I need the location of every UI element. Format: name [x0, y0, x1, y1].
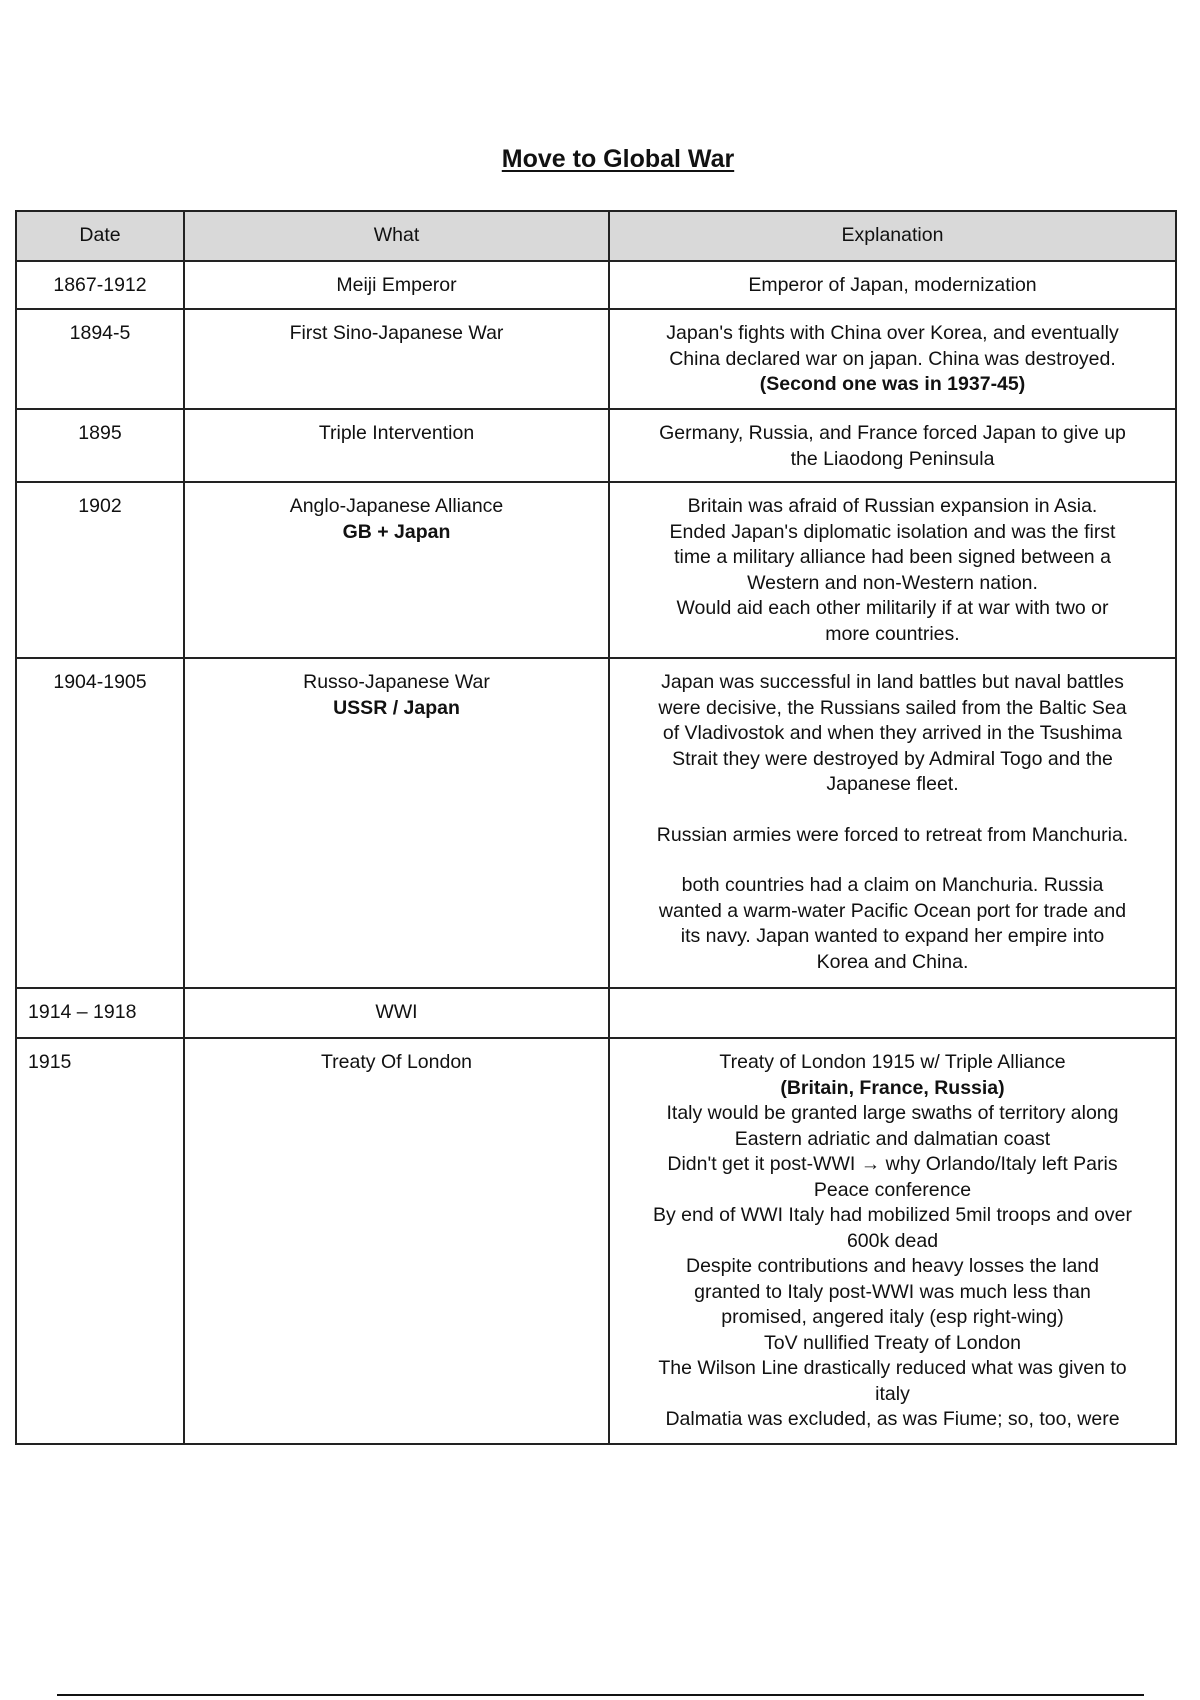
explanation-cell: [609, 988, 1176, 1038]
bottom-divider: [57, 1694, 1144, 1696]
table-row: [16, 988, 1176, 1038]
explanation-line: Treaty of London 1915 w/ Triple Alliance: [719, 1051, 1066, 1073]
what-cell: [184, 261, 609, 309]
what-text: Russo-Japanese War: [303, 671, 490, 693]
what-text: Treaty Of London: [320, 1051, 473, 1073]
date-cell: [16, 658, 184, 988]
page-title: Move to Global War: [501, 145, 735, 173]
explanation-line: its navy. Japan wanted to expand her empire into: [680, 925, 1105, 947]
header-what: What: [184, 211, 609, 261]
explanation-line: Russian armies were forced to retreat from Manchuria.: [656, 823, 1129, 846]
explanation-line: Japanese fleet.: [826, 773, 959, 795]
date-text: 1867-1912: [53, 274, 147, 296]
what-cell: [184, 658, 609, 988]
header-explanation: Explanation: [609, 211, 1176, 261]
explanation-line: Would aid each other militarily if at war with two or: [676, 597, 1109, 619]
explanation-line: were decisive, the Russians sailed from the Baltic Sea: [658, 696, 1127, 719]
explanation-line: (Britain, France, Russia): [780, 1076, 1005, 1099]
explanation-line: The Wilson Line drastically reduced what was given to: [658, 1357, 1127, 1379]
explanation-line: promised, angered italy (esp right-wing): [721, 1306, 1064, 1328]
what-subtitle: GB + Japan: [342, 520, 451, 543]
date-text: 1914 – 1918: [28, 1001, 137, 1023]
explanation-cell: [609, 261, 1176, 309]
what-text: Anglo-Japanese Alliance: [289, 495, 504, 517]
explanation-line: wanted a warm-water Pacific Ocean port for trade and: [658, 899, 1127, 922]
table-row: [16, 261, 1176, 309]
header-date: Date: [16, 211, 184, 261]
explanation-line: 600k dead: [846, 1229, 939, 1252]
explanation-line: Peace conference: [813, 1178, 972, 1201]
explanation-line: of Vladivostok and when they arrived in the Tsushima: [662, 722, 1123, 744]
what-cell: [184, 409, 609, 482]
explanation-line: more countries.: [825, 622, 960, 645]
explanation-line: Italy would be granted large swaths of territory along: [666, 1102, 1119, 1124]
date-text: 1895: [78, 422, 122, 444]
explanation-line: Britain was afraid of Russian expansion in Asia.: [687, 495, 1098, 517]
explanation-cell: [609, 309, 1176, 409]
what-subtitle: USSR / Japan: [333, 696, 460, 719]
date-cell: [16, 1038, 184, 1444]
what-text: Triple Intervention: [318, 422, 475, 444]
table-row: [16, 409, 1176, 482]
date-text: 1902: [78, 495, 122, 517]
date-text: 1904-1905: [53, 671, 147, 693]
timeline-table: [15, 210, 1177, 1445]
table-header-row: [16, 211, 1176, 261]
explanation-line: Despite contributions and heavy losses the land: [685, 1255, 1099, 1277]
explanation-line: Japan's fights with China over Korea, and eventually: [666, 322, 1119, 344]
date-cell: [16, 409, 184, 482]
explanation-line: ToV nullified Treaty of London: [764, 1331, 1021, 1354]
explanation-line: italy: [875, 1382, 910, 1405]
what-text: WWI: [375, 1001, 418, 1023]
explanation-line: Germany, Russia, and France forced Japan to give up: [659, 422, 1126, 444]
date-cell: [16, 261, 184, 309]
what-cell: [184, 1038, 609, 1444]
date-text: 1915: [28, 1051, 72, 1073]
explanation-cell: [609, 482, 1176, 658]
explanation-line: China declared war on japan. China was destroyed.: [669, 347, 1116, 370]
what-cell: [184, 482, 609, 658]
explanation-line: Eastern adriatic and dalmatian coast: [734, 1127, 1051, 1150]
explanation-line: Korea and China.: [816, 950, 969, 973]
explanation-cell: [609, 409, 1176, 482]
date-cell: [16, 482, 184, 658]
what-text: Meiji Emperor: [336, 274, 457, 296]
explanation-cell: [609, 658, 1176, 988]
table-row: [16, 658, 1176, 988]
date-cell: [16, 309, 184, 409]
explanation-line: both countries had a claim on Manchuria. Russia: [681, 874, 1104, 896]
explanation-line: By end of WWI Italy had mobilized 5mil troops and over: [652, 1204, 1133, 1226]
explanation-line: Strait they were destroyed by Admiral Togo and the: [672, 747, 1113, 770]
explanation-line: granted to Italy post-WWI was much less than: [694, 1280, 1091, 1303]
explanation-line: Japan was successful in land battles but naval battles: [661, 671, 1124, 693]
explanation-line: Dalmatia was excluded, as was Fiume; so, too, were: [665, 1408, 1120, 1430]
explanation-line: Didn't get it post-WWI → why Orlando/Italy left Paris: [667, 1153, 1118, 1175]
paragraph-gap: [610, 848, 1175, 873]
table-row: [16, 482, 1176, 658]
explanation-line: Western and non-Western nation.: [747, 571, 1038, 594]
explanation-line: Ended Japan's diplomatic isolation and was the first: [669, 520, 1116, 543]
what-text: First Sino-Japanese War: [289, 322, 504, 344]
table-row: [16, 309, 1176, 409]
explanation-line: (Second one was in 1937-45): [759, 373, 1026, 395]
explanation-line: the Liaodong Peninsula: [790, 447, 995, 470]
explanation-line: time a military alliance had been signed between a: [674, 546, 1111, 568]
date-cell: [16, 988, 184, 1038]
date-text: 1894-5: [69, 322, 131, 344]
what-cell: [184, 988, 609, 1038]
explanation-cell: [609, 1038, 1176, 1444]
table-row: [16, 1038, 1176, 1444]
paragraph-gap: [610, 798, 1175, 823]
what-cell: [184, 309, 609, 409]
explanation-line: Emperor of Japan, modernization: [748, 274, 1037, 296]
